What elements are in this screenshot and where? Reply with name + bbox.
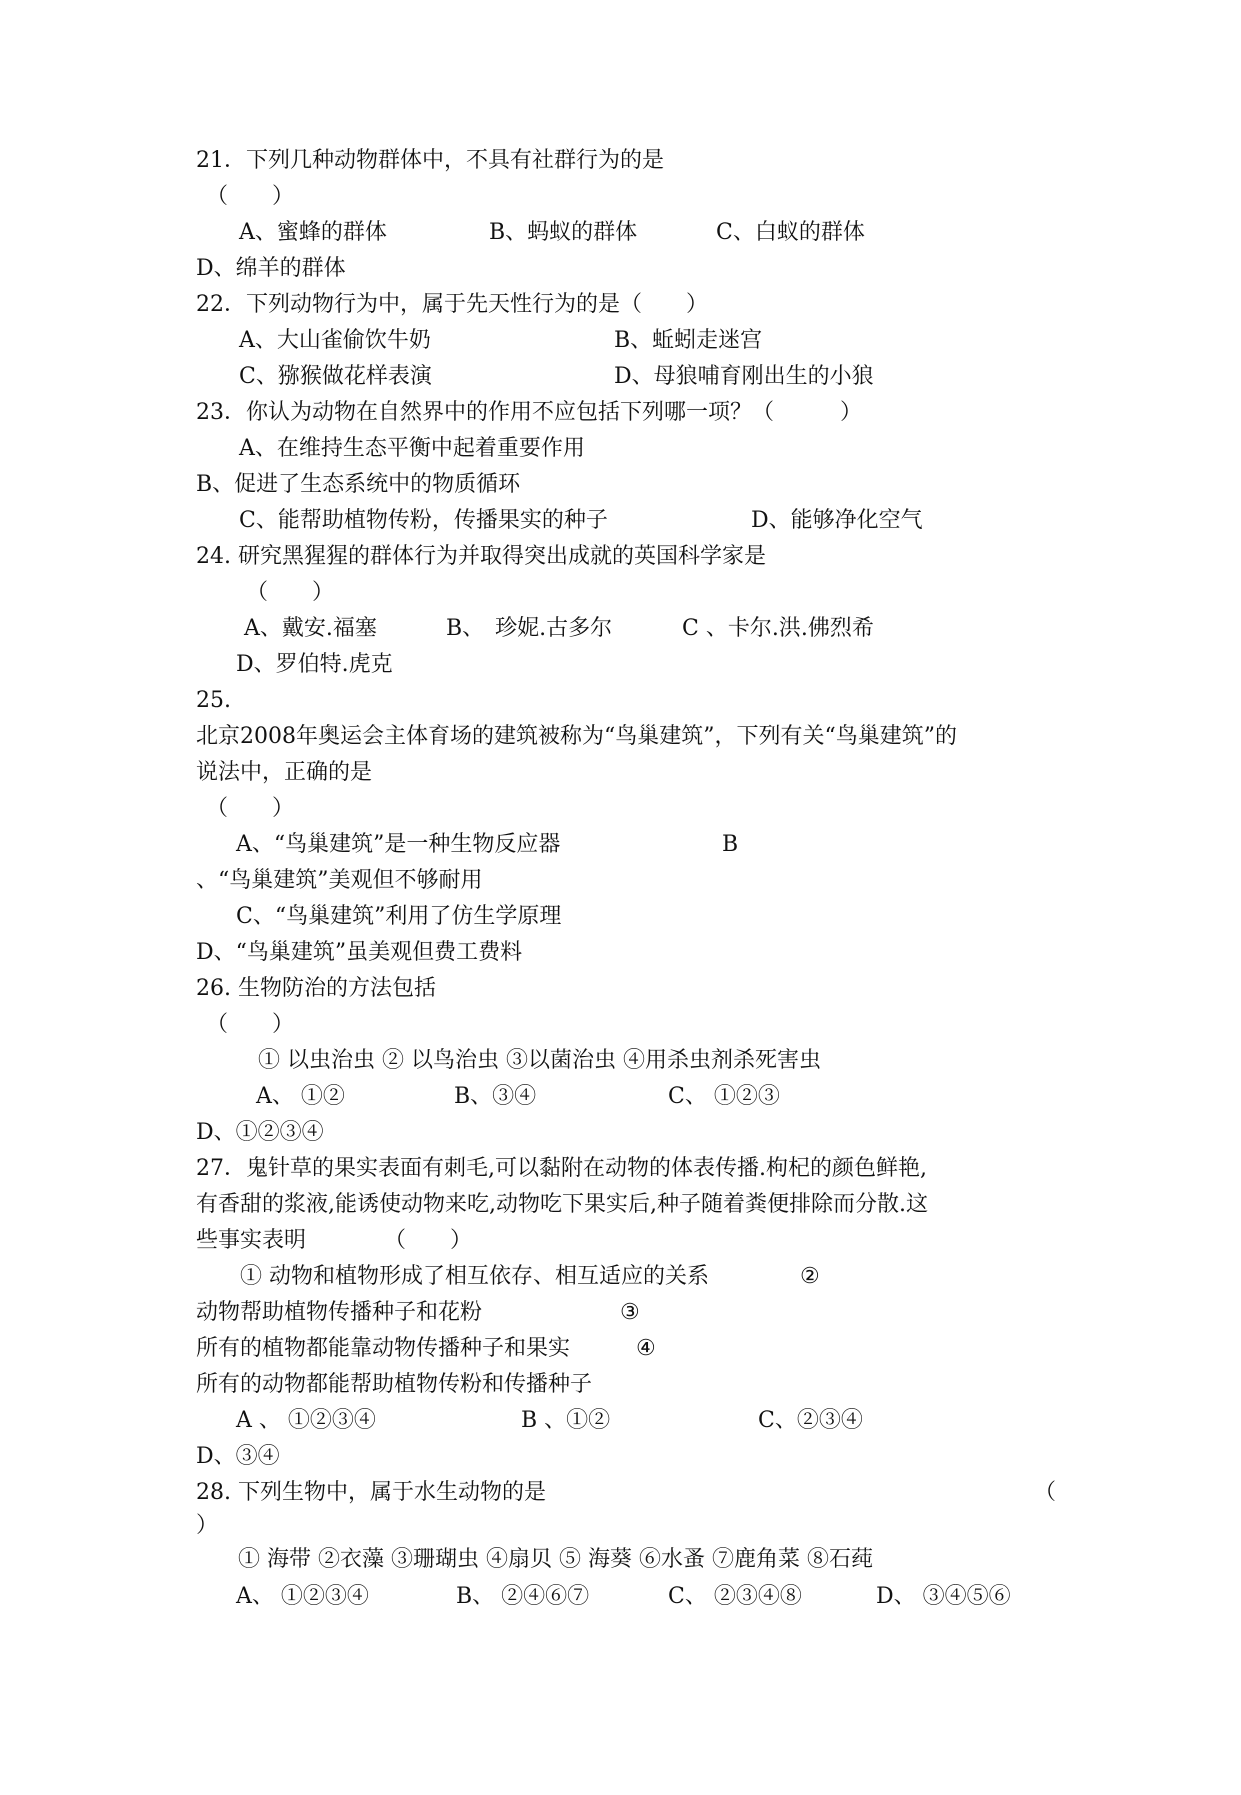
question-22-option-a: A、大山雀偷饮牛奶	[239, 328, 431, 353]
question-25-option-b-text: 、“鸟巢建筑”美观但不够耐用	[196, 868, 483, 893]
question-27-item-4-line	[196, 1367, 1056, 1403]
question-25-option-b-letter: B	[722, 832, 739, 857]
question-24-option-d-line	[196, 647, 1056, 683]
question-27-item-1-line	[196, 1259, 1056, 1295]
question-25-option-a-line	[196, 827, 1056, 863]
question-25-stem-line-2	[196, 755, 1056, 791]
question-21-option-c: C、白蚁的群体	[716, 220, 865, 245]
question-22-options-cd-line	[196, 359, 1056, 395]
question-24-stem-line	[196, 539, 1056, 575]
question-27-option-c: C、②③④	[758, 1408, 863, 1433]
question-28-stem-line	[196, 1475, 1056, 1511]
question-28-items: ① 海带 ②衣藻 ③珊瑚虫 ④扇贝 ⑤ 海葵 ⑥水蚤 ⑦鹿角菜 ⑧石莼	[238, 1547, 873, 1572]
question-27-answer-paren: （ ）	[384, 1228, 473, 1253]
question-28-option-d: D、 ③④⑤⑥	[876, 1584, 1011, 1609]
question-27-option-b: B 、①②	[521, 1408, 611, 1433]
question-27-item-4: 所有的动物都能帮助植物传粉和传播种子	[196, 1372, 593, 1397]
question-25-stem: 北京2008年奥运会主体育场的建筑被称为“鸟巢建筑”，下列有关“鸟巢建筑”的	[196, 724, 957, 749]
question-26-option-a: A、 ①②	[256, 1084, 345, 1109]
question-25-option-b-line	[196, 863, 1056, 899]
question-27-option-d: D、③④	[196, 1444, 280, 1469]
question-28-option-c: C、 ②③④⑧	[668, 1584, 802, 1609]
question-27-item-2-marker: ②	[800, 1264, 820, 1289]
question-27-stem-line	[196, 1151, 1056, 1187]
question-21-option-b: B、蚂蚁的群体	[489, 220, 638, 245]
question-27-stem-line-2	[196, 1187, 1056, 1223]
question-24-options-abc-line	[196, 611, 1056, 647]
question-25-option-c-line	[196, 899, 1056, 935]
question-27-item-3-line	[196, 1331, 1056, 1367]
question-26-items: ① 以虫治虫 ② 以鸟治虫 ③以菌治虫 ④用杀虫剂杀死害虫	[258, 1048, 821, 1073]
question-23-stem-line	[196, 395, 1056, 431]
question-28-paren-close: ）	[196, 1513, 219, 1538]
question-26-option-b: B、③④	[454, 1084, 537, 1109]
question-27-option-a: A 、 ①②③④	[236, 1408, 376, 1433]
question-22-stem: 22．下列动物行为中，属于先天性行为的是（ ）	[196, 292, 708, 317]
question-23-options-cd-line	[196, 503, 1056, 539]
question-25-stem-line	[196, 719, 1056, 755]
question-23-option-b-line	[196, 467, 1056, 503]
question-28-option-a: A、 ①②③④	[236, 1584, 369, 1609]
question-25-number-line	[196, 683, 1056, 719]
question-24-option-c: C 、卡尔.洪.佛烈希	[682, 616, 874, 641]
question-27-stem-3: 些事实表明	[196, 1228, 307, 1253]
question-28-paren-close-line	[196, 1511, 1056, 1541]
question-28-stem: 28. 下列生物中，属于水生动物的是	[196, 1480, 546, 1505]
question-27-stem-2: 有香甜的浆液,能诱使动物来吃,动物吃下果实后,种子随着粪便排除而分散.这	[196, 1192, 928, 1217]
question-26-stem: 26. 生物防治的方法包括	[196, 976, 436, 1001]
question-26-options-line	[196, 1079, 1056, 1115]
question-25-paren-line	[196, 791, 1056, 827]
question-25-stem-2: 说法中，正确的是	[196, 760, 373, 785]
worksheet-page	[196, 143, 1056, 1615]
question-25-option-d: D、“鸟巢建筑”虽美观但费工费料	[196, 940, 523, 965]
question-21-stem-line	[196, 143, 1056, 179]
question-22-option-c: C、猕猴做花样表演	[239, 364, 432, 389]
question-21-options-line	[196, 215, 1056, 251]
question-21-option-d: D、绵羊的群体	[196, 256, 346, 281]
question-23-option-d: D、能够净化空气	[751, 508, 923, 533]
question-21-stem: 21．下列几种动物群体中，不具有社群行为的是	[196, 148, 664, 173]
question-21-option-a: A、蜜蜂的群体	[239, 220, 387, 245]
question-27-item-2-line	[196, 1295, 1056, 1331]
question-22-option-b: B、蚯蚓走迷宫	[614, 328, 763, 353]
question-21-option-d-line	[196, 251, 1056, 287]
question-23-option-a-line	[196, 431, 1056, 467]
question-23-stem: 23．你认为动物在自然界中的作用不应包括下列哪一项？（ ）	[196, 400, 862, 425]
question-27-option-d-line	[196, 1439, 1056, 1475]
question-27-stem-line-3	[196, 1223, 1056, 1259]
question-25-option-a: A、“鸟巢建筑”是一种生物反应器	[236, 832, 561, 857]
question-28-option-b: B、 ②④⑥⑦	[456, 1584, 590, 1609]
question-27-item-3: 所有的植物都能靠动物传播种子和果实	[196, 1336, 571, 1361]
question-27-item-1: ① 动物和植物形成了相互依存、相互适应的关系	[240, 1264, 709, 1289]
question-25-answer-paren: （ ）	[206, 796, 295, 821]
question-27-stem: 27．鬼针草的果实表面有刺毛,可以黏附在动物的体表传播.枸杞的颜色鲜艳,	[196, 1156, 927, 1181]
question-24-paren-line	[196, 575, 1056, 611]
question-27-item-3-marker: ③	[620, 1300, 640, 1325]
question-27-item-2: 动物帮助植物传播种子和花粉	[196, 1300, 483, 1325]
question-24-option-a: A、戴安.福塞	[244, 616, 377, 641]
question-24-option-d: D、罗伯特.虎克	[236, 652, 393, 677]
question-28-options-line	[196, 1579, 1056, 1615]
question-26-option-d: D、①②③④	[196, 1120, 324, 1145]
question-27-item-4-marker: ④	[636, 1336, 656, 1361]
question-26-option-c: C、 ①②③	[668, 1084, 780, 1109]
question-22-options-ab-line	[196, 323, 1056, 359]
question-26-stem-line	[196, 971, 1056, 1007]
question-26-answer-paren: （ ）	[206, 1012, 295, 1037]
question-24-option-b: B、 珍妮.古多尔	[446, 616, 613, 641]
question-26-paren-line	[196, 1007, 1056, 1043]
question-24-answer-paren: （ ）	[246, 580, 335, 605]
question-26-option-d-line	[196, 1115, 1056, 1151]
question-25-option-c: C、“鸟巢建筑”利用了仿生学原理	[236, 904, 562, 929]
question-22-stem-line	[196, 287, 1056, 323]
question-28-paren-open: （	[1034, 1480, 1057, 1505]
question-28-items-line	[196, 1541, 1056, 1579]
question-25-number: 25.	[196, 688, 231, 713]
question-23-option-a: A、在维持生态平衡中起着重要作用	[239, 436, 585, 461]
question-25-option-d-line	[196, 935, 1056, 971]
question-22-option-d: D、母狼哺育刚出生的小狼	[614, 364, 874, 389]
question-21-answer-paren: （ ）	[206, 184, 295, 209]
question-21-paren-line	[196, 179, 1056, 215]
question-27-options-line	[196, 1403, 1056, 1439]
question-24-stem: 24. 研究黑猩猩的群体行为并取得突出成就的英国科学家是	[196, 544, 766, 569]
question-23-option-c: C、能帮助植物传粉，传播果实的种子	[239, 508, 608, 533]
question-23-option-b: B、促进了生态系统中的物质循环	[196, 472, 521, 497]
question-26-items-line	[196, 1043, 1056, 1079]
